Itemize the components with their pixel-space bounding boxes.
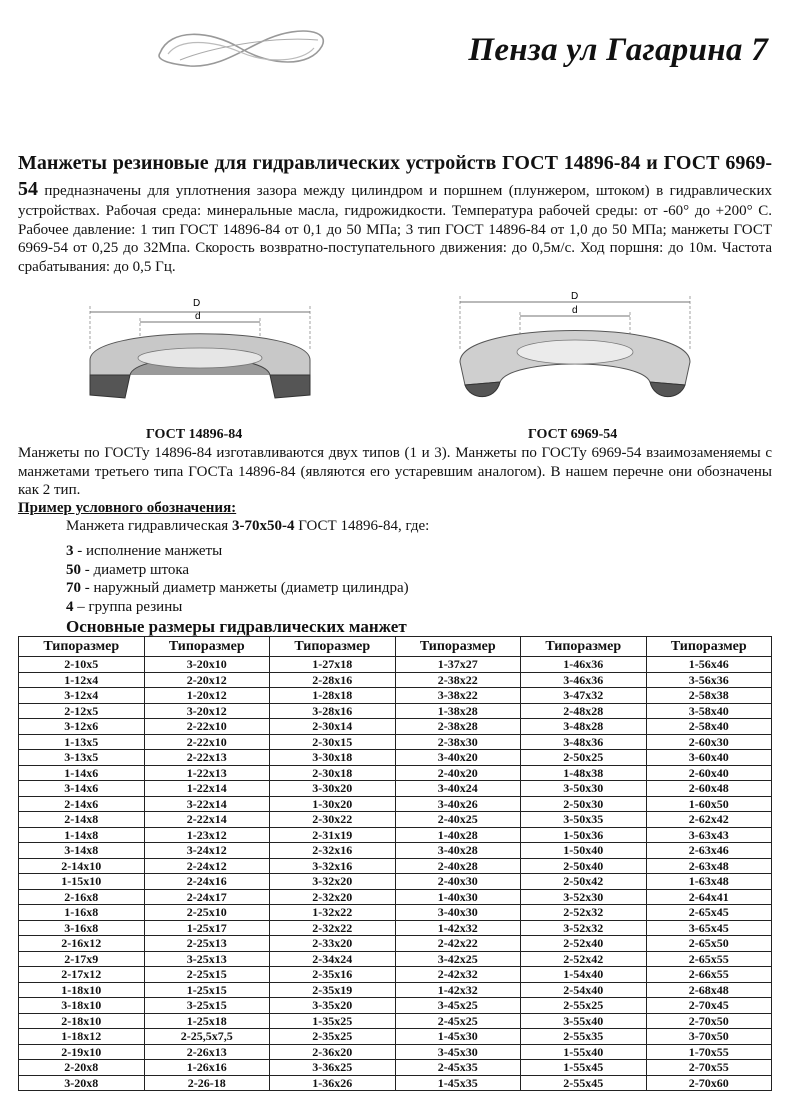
table-cell: 3-20x8: [19, 1075, 145, 1091]
legend-text: - диаметр штока: [81, 561, 190, 578]
table-cell: 2-12x5: [19, 703, 145, 719]
table-cell: 2-19x10: [19, 1044, 145, 1060]
table-cell: 3-40x24: [395, 781, 521, 797]
table-cell: 2-25x10: [144, 905, 270, 921]
description-paragraph: Манжеты по ГОСТу 14896-84 изготавливаются двух типов (1 и 3). Манжеты по ГОСТу 6969-54 взаимозаменяемы с манжетами третьего типа ГОСТа 14896-84 (являются его устаревшим аналогом). В нашем перечне они обозначены как 2 тип.: [18, 445, 772, 498]
table-cell: 2-66x55: [646, 967, 772, 983]
table-cell: 2-70x45: [646, 998, 772, 1014]
table-row: [19, 734, 772, 750]
table-cell: 1-32x22: [270, 905, 396, 921]
table-cell: 3-52x30: [521, 889, 647, 905]
table-cell: 1-55x40: [521, 1044, 647, 1060]
table-cell: 3-35x20: [270, 998, 396, 1014]
table-cell: 3-28x16: [270, 703, 396, 719]
table-cell: 2-35x16: [270, 967, 396, 983]
table-cell: 2-52x42: [521, 951, 647, 967]
table-cell: 2-26x13: [144, 1044, 270, 1060]
table-cell: 3-30x18: [270, 750, 396, 766]
table-row: [19, 1044, 772, 1060]
table-cell: 2-63x48: [646, 858, 772, 874]
table-cell: 2-60x40: [646, 765, 772, 781]
table-title: Основные размеры гидравлических манжет: [66, 617, 407, 636]
table-cell: 1-40x30: [395, 889, 521, 905]
table-cell: 1-26x16: [144, 1060, 270, 1076]
table-cell: 2-30x22: [270, 812, 396, 828]
table-cell: 2-50x40: [521, 858, 647, 874]
table-cell: 1-50x40: [521, 843, 647, 859]
label-d: d: [195, 311, 201, 322]
table-cell: 3-45x25: [395, 998, 521, 1014]
legend-text: - наружный диаметр манжеты (диаметр цилиндра): [81, 580, 409, 596]
table-cell: 1-45x35: [395, 1075, 521, 1091]
table-cell: 2-45x25: [395, 1013, 521, 1029]
table-cell: 2-62x42: [646, 812, 772, 828]
legend-text: - исполнение манжеты: [73, 543, 223, 559]
table-cell: 3-38x22: [395, 688, 521, 704]
example-title: Пример условного обозначения:: [18, 500, 237, 516]
table-cell: 3-16x8: [19, 920, 145, 936]
table-cell: 2-52x32: [521, 905, 647, 921]
table-cell: 1-35x25: [270, 1013, 396, 1029]
table-cell: 3-40x26: [395, 796, 521, 812]
table-cell: 2-65x55: [646, 951, 772, 967]
table-cell: 1-40x28: [395, 827, 521, 843]
table-cell: 1-42x32: [395, 982, 521, 998]
legend-item: [66, 561, 409, 580]
table-cell: 2-26-18: [144, 1075, 270, 1091]
table-cell: 1-56x46: [646, 657, 772, 673]
table-cell: 2-22x14: [144, 812, 270, 828]
table-cell: 2-38x30: [395, 734, 521, 750]
table-cell: 1-48x38: [521, 765, 647, 781]
table-cell: 2-30x15: [270, 734, 396, 750]
table-cell: 1-37x27: [395, 657, 521, 673]
column-header: Типоразмер: [521, 637, 647, 657]
table-row: [19, 920, 772, 936]
table-cell: 2-10x5: [19, 657, 145, 673]
legend-key: 3: [66, 543, 74, 559]
table-cell: 2-70x60: [646, 1075, 772, 1091]
intro-paragraph: [18, 150, 772, 276]
table-cell: 2-14x6: [19, 796, 145, 812]
legend-item: [66, 579, 409, 598]
table-cell: 3-13x5: [19, 750, 145, 766]
table-cell: 2-40x28: [395, 858, 521, 874]
table-cell: 2-20x12: [144, 672, 270, 688]
column-header: Типоразмер: [144, 637, 270, 657]
column-header: Типоразмер: [646, 637, 772, 657]
table-cell: 3-65x45: [646, 920, 772, 936]
table-cell: 2-58x38: [646, 688, 772, 704]
table-cell: 1-22x14: [144, 781, 270, 797]
table-row: [19, 858, 772, 874]
table-cell: 1-13x5: [19, 734, 145, 750]
table-row: [19, 750, 772, 766]
table-cell: 3-40x28: [395, 843, 521, 859]
table-cell: 2-17x12: [19, 967, 145, 983]
table-cell: 2-18x10: [19, 1013, 145, 1029]
infinity-ribbon-logo-icon: [150, 18, 330, 78]
table-row: [19, 719, 772, 735]
table-cell: 1-30x20: [270, 796, 396, 812]
table-cell: 1-25x18: [144, 1013, 270, 1029]
table-row: [19, 982, 772, 998]
table-cell: 2-33x20: [270, 936, 396, 952]
table-row: [19, 998, 772, 1014]
table-cell: 2-70x50: [646, 1013, 772, 1029]
table-cell: 3-42x25: [395, 951, 521, 967]
table-cell: 2-31x19: [270, 827, 396, 843]
table-cell: 2-14x10: [19, 858, 145, 874]
table-cell: 1-70x55: [646, 1044, 772, 1060]
table-cell: 2-38x22: [395, 672, 521, 688]
table-cell: 1-36x26: [270, 1075, 396, 1091]
table-cell: 2-50x30: [521, 796, 647, 812]
table-cell: 2-24x16: [144, 874, 270, 890]
table-cell: 3-20x12: [144, 703, 270, 719]
table-cell: 3-55x40: [521, 1013, 647, 1029]
table-cell: 1-12x4: [19, 672, 145, 688]
column-header: Типоразмер: [19, 637, 145, 657]
label-D: D: [193, 298, 201, 309]
table-row: [19, 1075, 772, 1091]
table-cell: 2-36x20: [270, 1044, 396, 1060]
table-cell: 2-70x55: [646, 1060, 772, 1076]
table-cell: 1-25x17: [144, 920, 270, 936]
table-cell: 1-54x40: [521, 967, 647, 983]
table-cell: 1-25x15: [144, 982, 270, 998]
table-cell: 2-30x14: [270, 719, 396, 735]
table-cell: 1-22x13: [144, 765, 270, 781]
table-cell: 3-48x36: [521, 734, 647, 750]
table-cell: 1-18x10: [19, 982, 145, 998]
table-row: [19, 688, 772, 704]
table-cell: 2-52x40: [521, 936, 647, 952]
table-cell: 3-36x25: [270, 1060, 396, 1076]
table-cell: 1-63x48: [646, 874, 772, 890]
table-cell: 1-38x28: [395, 703, 521, 719]
seal-diagram-gost-14896: [80, 290, 320, 410]
table-cell: 2-54x40: [521, 982, 647, 998]
table-cell: 2-48x28: [521, 703, 647, 719]
table-cell: 3-20x10: [144, 657, 270, 673]
table-cell: 3-32x20: [270, 874, 396, 890]
table-cell: 2-32x20: [270, 889, 396, 905]
table-cell: 2-40x30: [395, 874, 521, 890]
table-cell: 2-42x32: [395, 967, 521, 983]
example-legend: [66, 542, 409, 616]
table-cell: 2-28x16: [270, 672, 396, 688]
example-suffix: ГОСТ 14896-84, где:: [294, 518, 430, 534]
table-cell: 2-65x50: [646, 936, 772, 952]
table-cell: 3-24x12: [144, 843, 270, 859]
table-cell: 3-30x20: [270, 781, 396, 797]
table-cell: 2-58x40: [646, 719, 772, 735]
table-cell: 2-32x22: [270, 920, 396, 936]
table-cell: 3-12x6: [19, 719, 145, 735]
table-cell: 1-60x50: [646, 796, 772, 812]
table-row: [19, 843, 772, 859]
table-cell: 2-60x48: [646, 781, 772, 797]
column-header: Типоразмер: [395, 637, 521, 657]
table-cell: 1-16x8: [19, 905, 145, 921]
table-cell: 2-40x20: [395, 765, 521, 781]
table-row: [19, 905, 772, 921]
table-cell: 3-48x28: [521, 719, 647, 735]
table-cell: 3-25x15: [144, 998, 270, 1014]
table-cell: 2-40x25: [395, 812, 521, 828]
table-cell: 3-58x40: [646, 703, 772, 719]
legend-item: [66, 542, 409, 561]
table-cell: 2-24x12: [144, 858, 270, 874]
table-cell: 2-32x16: [270, 843, 396, 859]
table-cell: 2-35x19: [270, 982, 396, 998]
table-row: [19, 827, 772, 843]
page-header: [0, 0, 790, 110]
legend-key: 70: [66, 580, 81, 596]
table-cell: 3-63x43: [646, 827, 772, 843]
table-row: [19, 1013, 772, 1029]
table-cell: 2-22x13: [144, 750, 270, 766]
table-header: [19, 637, 772, 657]
table-row: [19, 812, 772, 828]
table-cell: 2-55x45: [521, 1075, 647, 1091]
table-row: [19, 796, 772, 812]
table-cell: 2-25x13: [144, 936, 270, 952]
table-cell: 1-15x10: [19, 874, 145, 890]
label-d: d: [572, 305, 578, 316]
table-cell: 1-20x12: [144, 688, 270, 704]
table-cell: 3-50x35: [521, 812, 647, 828]
label-D: D: [571, 291, 579, 302]
table-row: [19, 1029, 772, 1045]
table-cell: 1-28x18: [270, 688, 396, 704]
table-cell: 2-68x48: [646, 982, 772, 998]
caption-gost-6969: ГОСТ 6969-54: [528, 427, 618, 442]
table-cell: 2-20x8: [19, 1060, 145, 1076]
table-row: [19, 951, 772, 967]
table-cell: 2-22x10: [144, 719, 270, 735]
table-cell: 2-50x25: [521, 750, 647, 766]
table-cell: 2-25x15: [144, 967, 270, 983]
table-cell: 1-27x18: [270, 657, 396, 673]
example-code: 3-70х50-4: [231, 518, 295, 534]
table-cell: 1-42x32: [395, 920, 521, 936]
table-cell: 3-18x10: [19, 998, 145, 1014]
table-body: [19, 657, 772, 1091]
table-cell: 1-14x6: [19, 765, 145, 781]
example-prefix: Манжета гидравлическая: [66, 518, 232, 534]
table-cell: 2-14x8: [19, 812, 145, 828]
table-cell: 2-35x25: [270, 1029, 396, 1045]
table-cell: 2-64x41: [646, 889, 772, 905]
table-cell: 2-30x18: [270, 765, 396, 781]
table-cell: 3-60x40: [646, 750, 772, 766]
table-cell: 3-40x30: [395, 905, 521, 921]
table-row: [19, 672, 772, 688]
table-cell: 2-16x8: [19, 889, 145, 905]
table-row: [19, 781, 772, 797]
table-cell: 2-34x24: [270, 951, 396, 967]
table-row: [19, 765, 772, 781]
table-cell: 2-60x30: [646, 734, 772, 750]
table-row: [19, 874, 772, 890]
table-cell: 3-14x6: [19, 781, 145, 797]
table-row: [19, 889, 772, 905]
legend-text: – группа резины: [73, 598, 183, 615]
table-cell: 3-22x14: [144, 796, 270, 812]
table-cell: 2-25,5x7,5: [144, 1029, 270, 1045]
table-cell: 3-50x30: [521, 781, 647, 797]
table-cell: 3-40x20: [395, 750, 521, 766]
legend-key: 50: [66, 561, 81, 578]
table-cell: 2-63x46: [646, 843, 772, 859]
table-cell: 2-24x17: [144, 889, 270, 905]
table-cell: 1-18x12: [19, 1029, 145, 1045]
table-cell: 1-50x36: [521, 827, 647, 843]
table-cell: 2-22x10: [144, 734, 270, 750]
table-cell: 1-55x45: [521, 1060, 647, 1076]
table-cell: 2-16x12: [19, 936, 145, 952]
example-designation: [66, 518, 429, 535]
table-cell: 3-46x36: [521, 672, 647, 688]
table-cell: 2-50x42: [521, 874, 647, 890]
table-cell: 1-14x8: [19, 827, 145, 843]
table-row: [19, 657, 772, 673]
column-header: Типоразмер: [270, 637, 396, 657]
table-cell: 2-55x25: [521, 998, 647, 1014]
table-cell: 1-46x36: [521, 657, 647, 673]
legend-key: 4: [66, 598, 74, 615]
seal-diagram-gost-6969: [450, 290, 700, 410]
table-cell: 2-55x35: [521, 1029, 647, 1045]
page-title: Манжеты резиновые для гидравлических устройств ГОСТ 14896-84 и ГОСТ 6969-54: [18, 152, 772, 200]
intro-text: предназначены для уплотнения зазора между цилиндром и поршнем (плунжером, штоком) в гидравлических устройствах. Рабочая среда: минеральные масла, гидрожидкости. Температура рабочей среды: от -60° до +200° С. Рабочее давление: 1 тип ГОСТ 14896-84 от 0,1 до 50 МПа; 3 тип ГОСТ 14896-84 от 1,0 до 50 МПа; манжеты ГОСТ 6969-54 от 0,25 до 32Мпа. Скорость возвратно-поступательного движения: до 0,5м/с. Ход поршня: до 10м. Частота срабатывания: до 0,5 Гц.: [18, 183, 772, 275]
table-cell: 3-12x4: [19, 688, 145, 704]
address-text: Пенза ул Гагарина 7: [468, 32, 768, 68]
table-cell: 3-25x13: [144, 951, 270, 967]
table-cell: 1-23x12: [144, 827, 270, 843]
caption-gost-14896: ГОСТ 14896-84: [146, 427, 243, 442]
table-cell: 2-38x28: [395, 719, 521, 735]
table-cell: 3-47x32: [521, 688, 647, 704]
table-cell: 3-32x16: [270, 858, 396, 874]
table-cell: 3-14x8: [19, 843, 145, 859]
table-cell: 2-17x9: [19, 951, 145, 967]
table-cell: 3-70x50: [646, 1029, 772, 1045]
table-cell: 3-45x30: [395, 1044, 521, 1060]
table-cell: 1-45x30: [395, 1029, 521, 1045]
table-row: [19, 967, 772, 983]
legend-item: [66, 598, 409, 617]
table-cell: 3-52x32: [521, 920, 647, 936]
table-cell: 2-45x35: [395, 1060, 521, 1076]
table-row: [19, 703, 772, 719]
table-row: [19, 1060, 772, 1076]
table-cell: 2-65x45: [646, 905, 772, 921]
table-cell: 2-42x22: [395, 936, 521, 952]
table-row: [19, 936, 772, 952]
table-cell: 3-56x36: [646, 672, 772, 688]
sizes-table: [18, 636, 772, 1091]
